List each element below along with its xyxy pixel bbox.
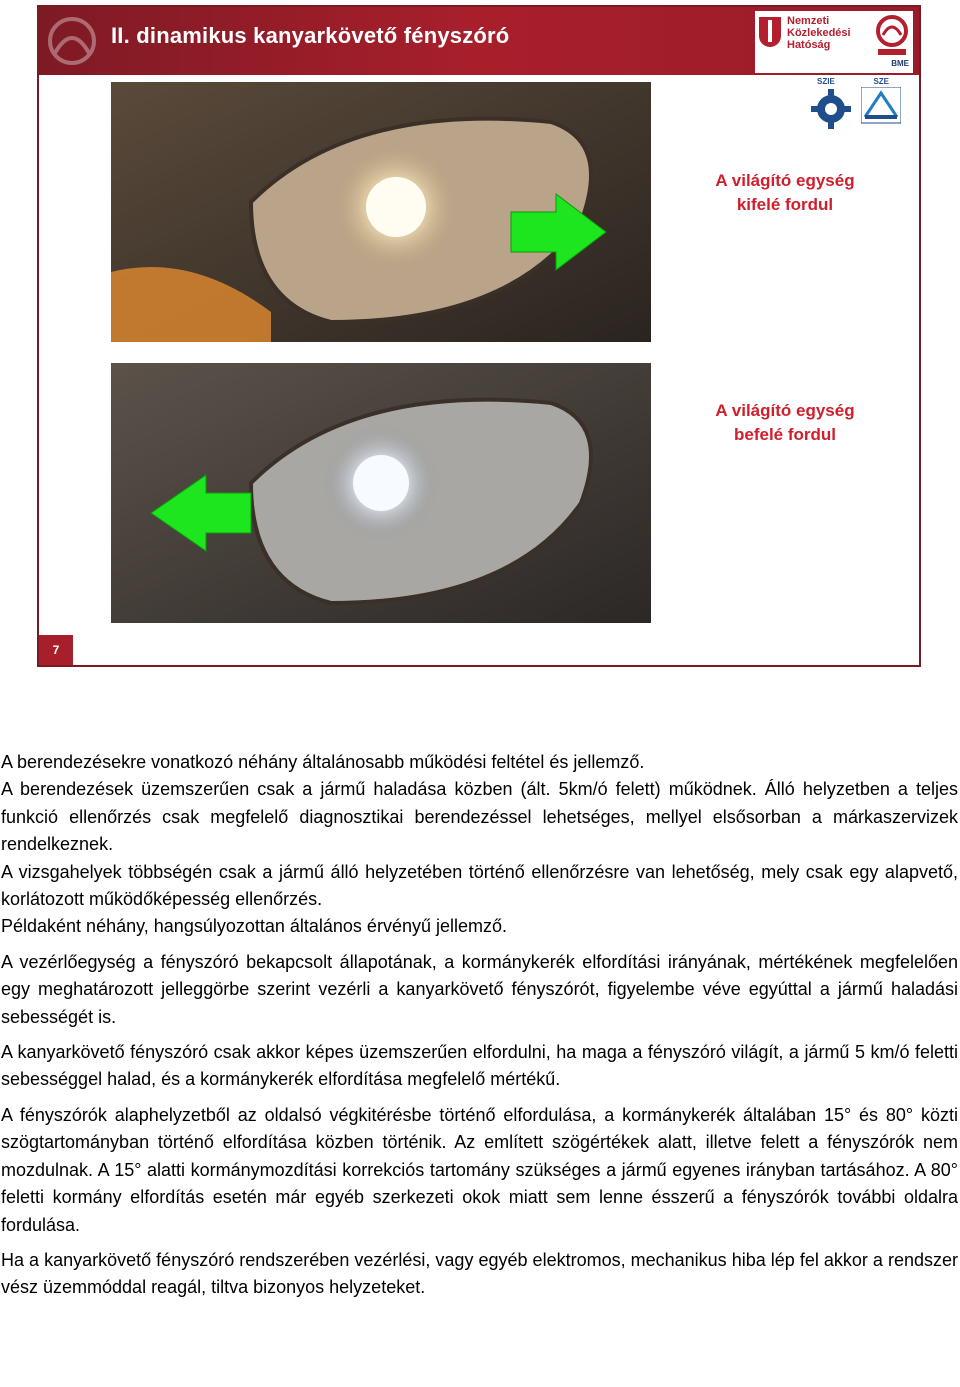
headlight-photo-inward (111, 363, 651, 623)
caption-outward: A világító egység kifelé fordul (715, 171, 855, 214)
paragraph: A berendezésekre vonatkozó néhány általánosabb működési feltétel és jellemző. (1, 752, 645, 772)
bme-label: BME (891, 59, 909, 68)
paragraph: Ha a kanyarkövető fényszóró rendszerében vezérlési, vagy egyéb elektromos, mechanikus hiba lép fel akkor a rendszer vész üzemmóddal reagál, tiltva bizonyos helyzeteket. (1, 1249, 958, 1298)
caption-inward: A világító egység befelé fordul (715, 401, 855, 444)
sze-bridge-icon (861, 87, 901, 131)
szie-gear-icon (809, 87, 853, 131)
logos-header (755, 11, 913, 73)
nkh-shield-icon (759, 17, 781, 47)
paragraph: A fényszórók alaphelyzetből az oldalsó végkitérésbe történő elfordulása, a kormánykerék általában 15° és 80° közti szögtartományban történő elfordítása közben történik. Az említett szögértékek alatt, illetve felett a fényszórók nem mozdulnak. A 15° alatti kormánymozdítási korrekciós tartomány szükséges a jármű egyenes irányban tartásához. A 80° feletti kormány elfordítás esetén már egyéb szerkezeti okok miatt sem lenne ésszerű a fényszórók további oldalra fordulása. (1, 1104, 958, 1235)
slide-header (39, 7, 919, 75)
nkh-logo-text: Nemzeti Közlekedési Hatóság (787, 15, 851, 51)
presentation-slide (37, 5, 921, 667)
header-emblem-icon (43, 13, 101, 69)
document-body (1, 749, 958, 1302)
sze-label: SZE (873, 77, 889, 86)
szie-label: SZIE (817, 77, 835, 86)
paragraph: A vezérlőegység a fényszóró bekapcsolt állapotának, a kormánykerék elfordítási irányának, mértékének megfelelően egy meghatározott jelleggörbe szerint vezérli a kanyarkövető fényszórót, figyelembe véve egyúttal a jármű haladási sebességét is. (1, 951, 958, 1027)
slide-title: II. dinamikus kanyarkövető fényszóró (111, 23, 510, 48)
headlight-photo-outward (111, 82, 651, 342)
paragraph: A berendezések üzemszerűen csak a jármű haladása közben (ált. 5km/ó felett) működnek. Álló helyzetben a teljes funkció ellenőrzés csak megfelelő diagnosztikai berendezéssel lehetséges, mellyel elsősorban a márkaszervizek rendelkeznek. (1, 779, 958, 855)
paragraph: Példaként néhány, hangsúlyozottan általános érvényű jellemző. (1, 916, 507, 937)
university-logos (807, 77, 907, 143)
paragraph: A vizsgahelyek többségén csak a jármű álló helyzetében történő ellenőrzésre van lehetőség, mely csak egy alapvető, korlátozott működőképesség ellenőrzés. (1, 861, 958, 910)
paragraph: A kanyarkövető fényszóró csak akkor képes üzemszerűen elfordulni, ha maga a fényszóró világít, a jármű 5 km/ó feletti sebességgel halad, és a kormánykerék elfordítása megfelelő mértékű. (1, 1042, 958, 1090)
slide-page-number: 7 (39, 635, 73, 665)
